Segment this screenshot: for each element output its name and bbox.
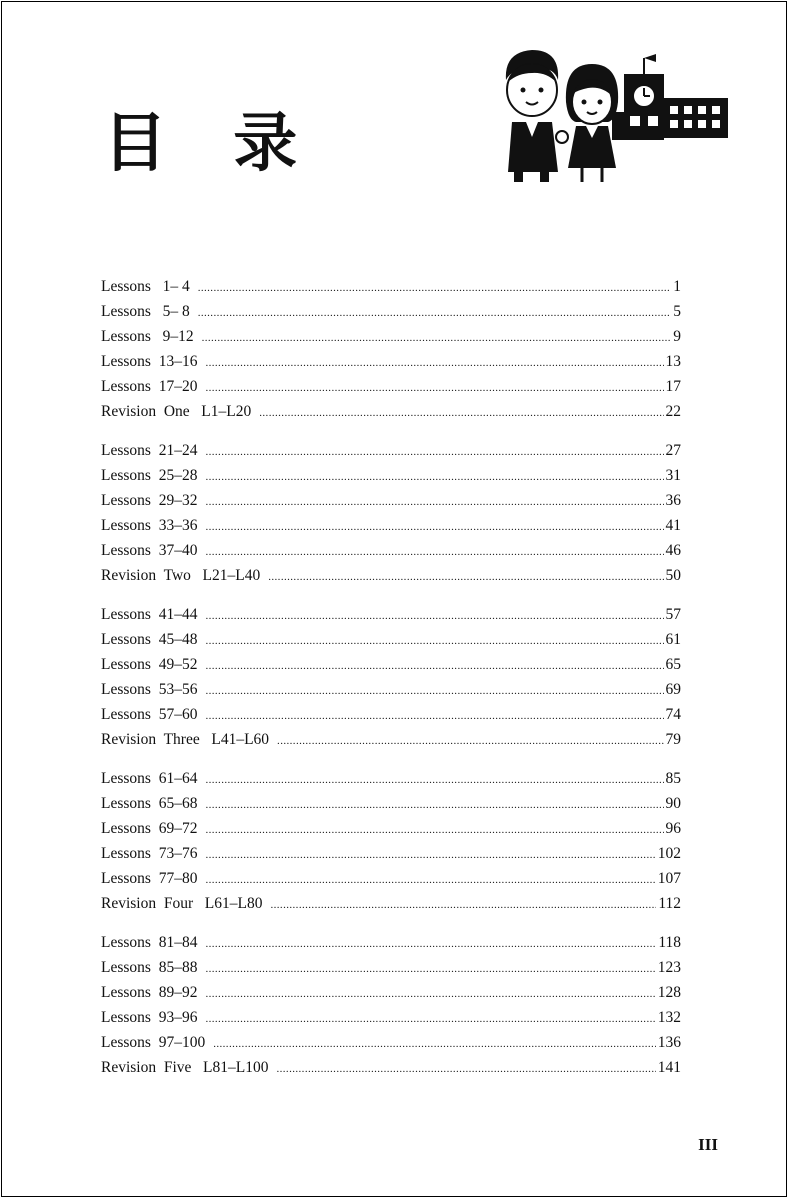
toc-entry-label: Revision Five L81–L100 bbox=[101, 1059, 269, 1076]
toc-entry-page: 136 bbox=[657, 1034, 681, 1051]
toc-entry-page: 1 bbox=[673, 278, 681, 295]
dot-leader bbox=[205, 660, 663, 672]
toc-entry[interactable] bbox=[101, 606, 681, 631]
toc-entry[interactable] bbox=[101, 328, 681, 353]
toc-entry-label: Revision One L1–L20 bbox=[101, 403, 252, 420]
toc-entry[interactable] bbox=[101, 656, 681, 681]
toc-entry-page: 65 bbox=[665, 656, 681, 673]
toc-entry[interactable] bbox=[101, 895, 681, 920]
dot-leader bbox=[205, 635, 663, 647]
toc-entry[interactable] bbox=[101, 731, 681, 756]
toc-group bbox=[101, 442, 681, 592]
toc-entry[interactable] bbox=[101, 278, 681, 303]
toc-entry[interactable] bbox=[101, 1034, 681, 1059]
toc-entry-page: 17 bbox=[665, 378, 681, 395]
toc-entry-label: Lessons 41–44 bbox=[101, 606, 198, 623]
toc-entry-label: Lessons 81–84 bbox=[101, 934, 198, 951]
toc-entry-label: Lessons 13–16 bbox=[101, 353, 198, 370]
dot-leader bbox=[205, 710, 663, 722]
toc-entry-page: 118 bbox=[658, 934, 681, 951]
dot-leader bbox=[205, 382, 663, 394]
dot-leader bbox=[205, 963, 655, 975]
dot-leader bbox=[205, 496, 663, 508]
toc-entry-label: Lessons 49–52 bbox=[101, 656, 198, 673]
toc-entry-page: 141 bbox=[657, 1059, 681, 1076]
toc-entry[interactable] bbox=[101, 631, 681, 656]
toc-entry-label: Lessons 1– 4 bbox=[101, 278, 190, 295]
toc-entry-page: 50 bbox=[665, 567, 681, 584]
toc-entry-label: Lessons 33–36 bbox=[101, 517, 198, 534]
toc-entry[interactable] bbox=[101, 567, 681, 592]
dot-leader bbox=[202, 332, 672, 344]
toc-entry-page: 9 bbox=[673, 328, 681, 345]
toc-entry-label: Revision Three L41–L60 bbox=[101, 731, 270, 748]
toc-entry-page: 90 bbox=[665, 795, 681, 812]
toc-entry-label: Lessons 29–32 bbox=[101, 492, 198, 509]
toc-entry[interactable] bbox=[101, 820, 681, 845]
toc-entry[interactable] bbox=[101, 984, 681, 1009]
toc-entry-page: 31 bbox=[665, 467, 681, 484]
toc-entry[interactable] bbox=[101, 845, 681, 870]
page-number: III bbox=[698, 1135, 718, 1154]
page-title: 目 录 bbox=[103, 107, 320, 181]
toc-entry[interactable] bbox=[101, 934, 681, 959]
toc-entry-page: 36 bbox=[665, 492, 681, 509]
toc-entry-page: 57 bbox=[665, 606, 681, 623]
toc-group bbox=[101, 770, 681, 920]
toc-entry-label: Lessons 53–56 bbox=[101, 681, 198, 698]
toc-entry-page: 123 bbox=[657, 959, 681, 976]
toc-entry-label: Lessons 21–24 bbox=[101, 442, 198, 459]
dot-leader bbox=[205, 546, 663, 558]
girl-figure bbox=[566, 64, 618, 182]
toc-entry-label: Lessons 69–72 bbox=[101, 820, 198, 837]
toc-entry-label: Lessons 65–68 bbox=[101, 795, 198, 812]
toc-entry-page: 5 bbox=[673, 303, 681, 320]
school-building bbox=[612, 54, 728, 140]
dot-leader bbox=[198, 282, 672, 294]
toc-entry-label: Lessons 85–88 bbox=[101, 959, 198, 976]
dot-leader bbox=[277, 735, 663, 747]
toc-entry-page: 79 bbox=[665, 731, 681, 748]
boy-figure bbox=[506, 50, 568, 182]
dot-leader bbox=[268, 571, 663, 583]
toc-entry[interactable] bbox=[101, 492, 681, 517]
toc-entry[interactable] bbox=[101, 403, 681, 428]
dot-leader bbox=[205, 685, 663, 697]
toc-entry-label: Lessons 25–28 bbox=[101, 467, 198, 484]
toc-entry[interactable] bbox=[101, 1009, 681, 1034]
toc-entry[interactable] bbox=[101, 770, 681, 795]
toc-entry-label: Lessons 89–92 bbox=[101, 984, 198, 1001]
toc-entry-page: 22 bbox=[665, 403, 681, 420]
toc-entry-label: Lessons 9–12 bbox=[101, 328, 194, 345]
toc-entry[interactable] bbox=[101, 706, 681, 731]
toc-entry-page: 27 bbox=[665, 442, 681, 459]
toc-entry-label: Lessons 57–60 bbox=[101, 706, 198, 723]
dot-leader bbox=[205, 521, 663, 533]
dot-leader bbox=[259, 407, 663, 419]
toc-entry[interactable] bbox=[101, 353, 681, 378]
toc-entry[interactable] bbox=[101, 795, 681, 820]
toc-entry-label: Lessons 37–40 bbox=[101, 542, 198, 559]
toc-entry-page: 69 bbox=[665, 681, 681, 698]
toc-entry-page: 41 bbox=[665, 517, 681, 534]
toc-entry-label: Lessons 5– 8 bbox=[101, 303, 190, 320]
toc-entry-label: Lessons 93–96 bbox=[101, 1009, 198, 1026]
dot-leader bbox=[205, 774, 663, 786]
toc-entry-label: Lessons 97–100 bbox=[101, 1034, 206, 1051]
toc-entry-label: Lessons 17–20 bbox=[101, 378, 198, 395]
toc-entry[interactable] bbox=[101, 467, 681, 492]
toc-entry-page: 96 bbox=[665, 820, 681, 837]
dot-leader bbox=[198, 307, 672, 319]
cartoon-students-school-icon bbox=[484, 42, 744, 192]
toc-entry-label: Lessons 61–64 bbox=[101, 770, 198, 787]
toc-entry-page: 112 bbox=[658, 895, 681, 912]
toc-group bbox=[101, 934, 681, 1084]
toc-entry-page: 61 bbox=[665, 631, 681, 648]
dot-leader bbox=[205, 938, 656, 950]
toc-entry[interactable] bbox=[101, 681, 681, 706]
table-of-contents bbox=[101, 278, 681, 1098]
dot-leader bbox=[205, 874, 655, 886]
toc-entry-page: 46 bbox=[665, 542, 681, 559]
dot-leader bbox=[276, 1063, 655, 1075]
toc-entry-page: 132 bbox=[657, 1009, 681, 1026]
dot-leader bbox=[205, 824, 663, 836]
toc-entry-label: Lessons 73–76 bbox=[101, 845, 198, 862]
toc-entry[interactable] bbox=[101, 442, 681, 467]
toc-entry[interactable] bbox=[101, 870, 681, 895]
toc-entry-page: 107 bbox=[657, 870, 681, 887]
toc-entry[interactable] bbox=[101, 542, 681, 567]
toc-entry-label: Lessons 77–80 bbox=[101, 870, 198, 887]
dot-leader bbox=[205, 471, 663, 483]
dot-leader bbox=[205, 446, 663, 458]
toc-entry[interactable] bbox=[101, 1059, 681, 1084]
toc-entry-page: 128 bbox=[657, 984, 681, 1001]
toc-group bbox=[101, 278, 681, 428]
toc-entry-label: Lessons 45–48 bbox=[101, 631, 198, 648]
dot-leader bbox=[205, 610, 663, 622]
toc-entry-page: 85 bbox=[665, 770, 681, 787]
dot-leader bbox=[213, 1038, 656, 1050]
toc-group bbox=[101, 606, 681, 756]
toc-entry-label: Revision Two L21–L40 bbox=[101, 567, 261, 584]
toc-entry-page: 102 bbox=[657, 845, 681, 862]
toc-entry[interactable] bbox=[101, 517, 681, 542]
dot-leader bbox=[270, 899, 656, 911]
toc-entry[interactable] bbox=[101, 959, 681, 984]
toc-entry[interactable] bbox=[101, 303, 681, 328]
dot-leader bbox=[205, 1013, 655, 1025]
toc-entry-page: 13 bbox=[665, 353, 681, 370]
dot-leader bbox=[205, 988, 655, 1000]
dot-leader bbox=[205, 357, 663, 369]
dot-leader bbox=[205, 849, 655, 861]
dot-leader bbox=[205, 799, 663, 811]
toc-entry-page: 74 bbox=[665, 706, 681, 723]
toc-entry[interactable] bbox=[101, 378, 681, 403]
toc-entry-label: Revision Four L61–L80 bbox=[101, 895, 263, 912]
